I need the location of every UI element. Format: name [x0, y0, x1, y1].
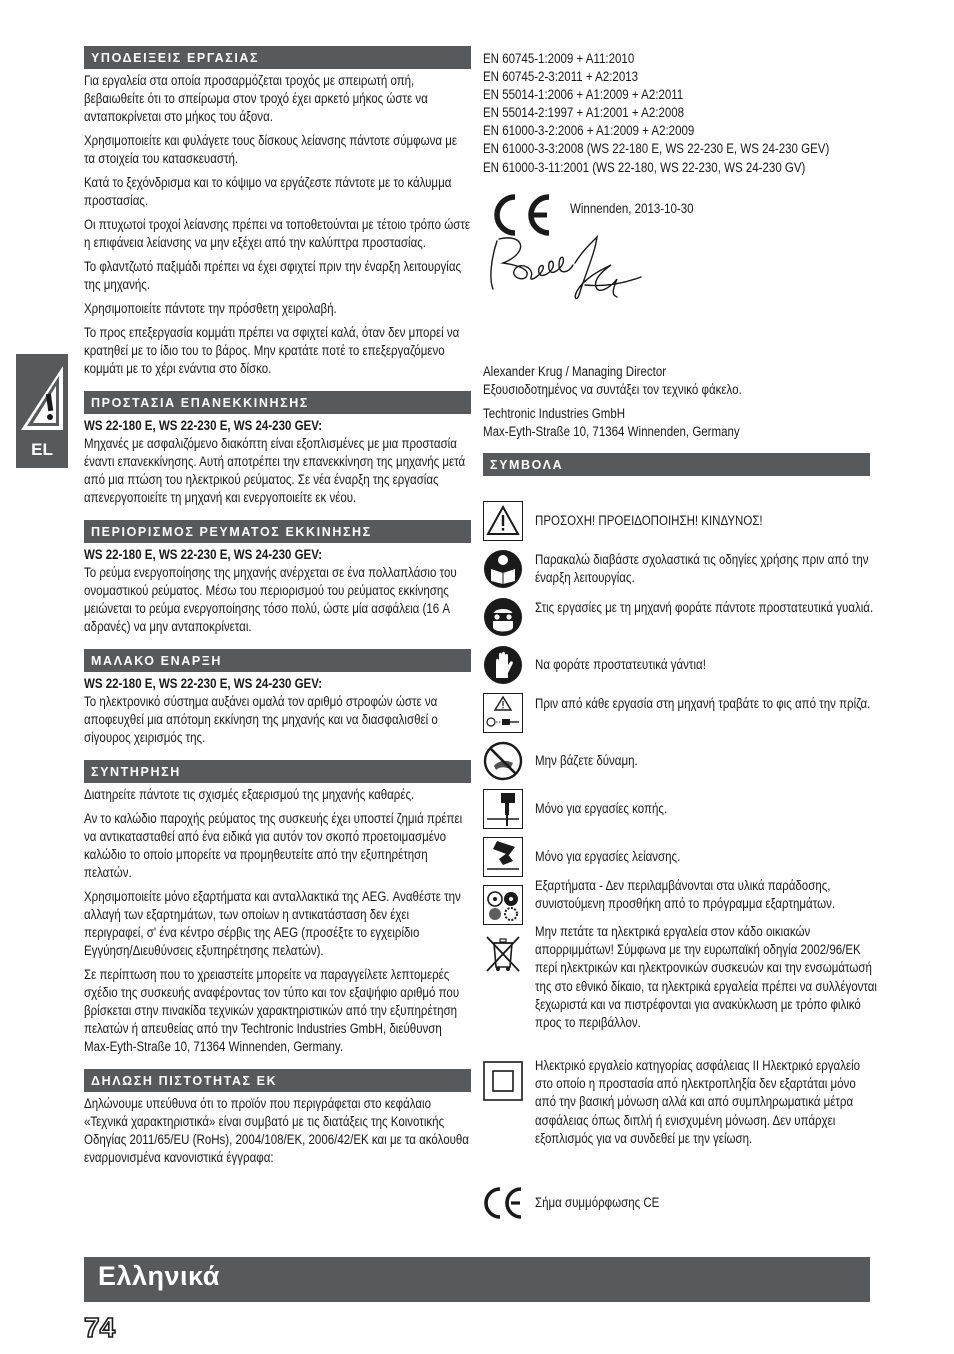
paragraph: Οι πτυχωτοί τροχοί λείανσης πρέπει να τοποθετούνται με τέτοιο τρόπο ώστε η επιφάνεια λείανσης να μην εξέχει από την καλύπτρα προστασίας. — [84, 217, 471, 250]
paragraph: Το προς επεξεργασία κομμάτι πρέπει να σφιχτεί καλά, όταν δεν μπορεί να κρατηθεί με το ίδιο του το βάρος. Μην κρατάτε ποτέ το επεξεργαζόμενο κομμάτι με το χέρι ενάντια στο δίσκο. — [84, 325, 460, 376]
language-title: Ελληνικά — [98, 1261, 220, 1291]
unplug-icon — [483, 693, 523, 733]
symbol-text: Μην πετάτε τα ηλεκτρικά εργαλεία στον κάδο οικιακών απορριμμάτων! Σύμφωνα με την ευρωπαϊκή οδηγία 2002/96/ΕΚ περί ηλεκτρικών και ηλεκτρονικών συσκευών και την ενσωμάτωσή της στο εθνικό δίκαιο, τα ηλεκτρικά εργαλεία πρέπει να συλλέγονται ξεχωριστά και να πιστρέφονται για ανακύκλωση με τρόπο φιλικό προς το περιβάλλον. — [535, 924, 877, 1031]
symbol-text: Εξαρτήματα - Δεν περιλαμβάνονται στα υλικά παράδοσης, συνιστούμενη προσθήκη από το πρόγραμμα εξαρτημάτων. — [535, 878, 836, 912]
accessories-icon — [483, 885, 523, 925]
signer-role: Εξουσιοδοτημένος να συντάξει τον τεχνικό φάκελο. — [483, 381, 742, 397]
symbol-text: Μόνο για εργασίες κοπής. — [535, 801, 668, 817]
symbol-text: ΠΡΟΣΟΧΗ! ΠΡΟΕΙΔΟΠΟΙΗΣΗ! ΚΙΝΔΥΝΟΣ! — [535, 513, 763, 529]
soft-start-section — [84, 649, 471, 747]
signature-image — [485, 229, 645, 309]
symbol-text: Μην βάζετε δύναμη. — [535, 753, 638, 769]
paragraph: Μηχανές με ασφαλιζόμενο διακόπτη είναι εξοπλισμένες με μια προστασία έναντι επανεκκίνησης. Αυτή αποτρέπει την επανεκκίνηση της μηχανής μετά από μια πτώση του ηλεκτρικού ρεύματος. Σε νέα έναρξη της εργασίας απενεργοποιείτε τη μηχανή και ενεργοποιείτε εκ νέου. — [84, 436, 466, 505]
section-heading: ΔΗΛΩΣΗ ΠΙΣΤΟΤΗΤΑΣ ΕΚ — [84, 1069, 471, 1092]
symbol-text: Σήμα συμμόρφωσης CE — [535, 1195, 660, 1211]
paragraph: Το ρεύμα ενεργοποίησης της μηχανής ανέρχεται σε ένα πολλαπλάσιο του ονομαστικού ρεύματος. Μέσω του περιορισμού του ρεύματος εκκίνησης μειώνεται το ρεύμα ενεργοποίησης τόσο πολύ, ώστε μία ασφάλεια (16 A αδρανές) να μην ανταποκρίνεται. — [84, 565, 457, 634]
read-manual-icon — [483, 549, 523, 589]
place-and-date: Winnenden, 2013-10-30 — [570, 200, 694, 216]
model-list: WS 22-180 E, WS 22-230 E, WS 24-230 GEV: — [84, 547, 323, 562]
section-heading: ΜΑΛΑΚΟ ΕΝΑΡΞΗ — [84, 649, 471, 672]
conformity-block — [483, 191, 870, 289]
weee-bin-icon — [483, 933, 523, 973]
section-heading: ΠΡΟΣΤΑΣΙΑ ΕΠΑΝΕΚΚΙΝΗΣΗΣ — [84, 391, 471, 414]
paragraph: Διατηρείτε πάντοτε τις σχισμές εξαερισμού της μηχανής καθαρές. — [84, 787, 415, 802]
section-heading: ΥΠΟΔΕΙΞΕΙΣ ΕΡΓΑΣΙΑΣ — [84, 46, 471, 69]
symbol-text: Πριν από κάθε εργασία στη μηχανή τραβάτε το φις από την πρίζα. — [535, 696, 871, 712]
model-list: WS 22-180 E, WS 22-230 E, WS 24-230 GEV: — [84, 676, 323, 691]
standard-item: EN 61000-3-11:2001 (WS 22-180, WS 22-230, WS 24-230 GV) — [483, 159, 806, 175]
cutting-only-icon — [483, 789, 523, 829]
symbol-text: Παρακαλώ διαβάστε σχολαστικά τις οδηγίες χρήσης πριν από την έναρξη λειτουργίας. — [535, 552, 869, 586]
restart-protection-section — [84, 391, 471, 507]
paragraph: Δηλώνουμε υπεύθυνα ότι το προϊόν που περιγράφεται στο κεφάλαιο «Τεχνικά χαρακτηριστικά» είναι συμβατό με τις διατάξεις της Κοινοτικής Οδηγίας 2011/65/EU (RoHs), 2004/108/EK, 2006/42/EK και με τα ακόλουθα εναρμονισμένα κανονιστικά έγγραφα: — [84, 1096, 469, 1165]
inrush-current-section — [84, 520, 471, 636]
warning-triangle-icon — [483, 501, 523, 541]
symbol-text: Ηλεκτρικό εργαλείο κατηγορίας ασφάλειας II Ηλεκτρικό εργαλείο στο οποίο η προστασία από ηλεκτροπληξία δεν εξαρτάται μόνο από την βασική μόνωση αλλά και από συμπληρωματικά μέτρα ασφάλειας όπως διπλή ή ενισχυμένη μόνωση. Δεν υπάρχει εξοπλισμός για να συνδεθεί με την γείωση. — [535, 1058, 861, 1146]
left-column — [84, 46, 471, 1180]
standard-item: EN 55014-2:1997 + A1:2001 + A2:2008 — [483, 105, 685, 121]
signer-block — [483, 363, 870, 441]
work-instructions-section — [84, 46, 471, 378]
symbol-text: Μόνο για εργασίες λείανσης. — [535, 849, 681, 865]
standard-item: EN 61000-3-2:2006 + A1:2009 + A2:2009 — [483, 123, 695, 139]
paragraph: Το ηλεκτρονικό σύστημα αυξάνει ομαλά τον αριθμό στροφών ώστε να αποφευχθεί μια απότομη εκκίνηση της μηχανής και να διασφαλισθεί ο σίγουρος χειρισμός της. — [84, 694, 438, 745]
paragraph: Χρησιμοποιείτε μόνο εξαρτήματα και ανταλλακτικά της AEG. Αναθέστε την αλλαγή των εξαρτημάτων, των οποίων η αντικατάσταση δεν έχει περιγραφεί, σ' ένα κέντρο σέρβις της AEG (προσέξτε το εγχειρίδιο Εγγύηση/Διευθύνσεις εξυπηρέτησης πελατών). — [84, 889, 461, 958]
paragraph: Χρησιμοποιείτε και φυλάγετε τους δίσκους λείανσης πάντοτε σύμφωνα με τα στοιχεία του κατασκευαστή. — [84, 133, 458, 166]
grinding-only-icon — [483, 837, 523, 877]
signer-name: Alexander Krug / Managing Director — [483, 363, 667, 379]
company-name: Techtronic Industries GmbH — [483, 405, 626, 421]
maintenance-section — [84, 760, 471, 1056]
symbols-list — [483, 479, 877, 1259]
standards-list — [483, 50, 870, 177]
section-heading: ΠΕΡΙΟΡΙΣΜΟΣ ΡΕΥΜΑΤΟΣ ΕΚΚΙΝΗΣΗΣ — [84, 520, 471, 543]
paragraph: Αν το καλώδιο παροχής ρεύματος της συσκευής έχει υποστεί ζημιά πρέπει να αντικατασταθεί από ένα ειδικά για αυτόν τον σκοπό προετοιμασμένο καλώδιο το οποίο μπορείτε να προμηθευτείτε από την εξυπηρέτηση πελατών. — [84, 811, 463, 880]
standard-item: EN 60745-1:2009 + A11:2010 — [483, 51, 635, 66]
section-heading: ΣΥΝΤΗΡΗΣΗ — [84, 760, 471, 783]
model-list: WS 22-180 E, WS 22-230 E, WS 24-230 GEV: — [84, 418, 323, 433]
language-side-tab — [16, 354, 68, 468]
right-column — [483, 50, 877, 1259]
language-code: EL — [31, 440, 53, 459]
paragraph: Το φλαντζωτό παξιμάδι πρέπει να έχει σφιχτεί πριν την έναρξη λειτουργίας της μηχανής. — [84, 259, 462, 292]
paragraph: Κατά το ξεχόνδρισμα και το κόψιμο να εργάζεστε πάντοτε με το κάλυμμα προστασίας. — [84, 175, 452, 208]
no-force-icon — [483, 741, 523, 781]
gloves-icon — [483, 645, 523, 685]
page-number: 74 — [84, 1312, 116, 1343]
language-footer-band — [84, 1257, 870, 1302]
symbol-text: Στις εργασίες με τη μηχανή φοράτε πάντοτε προστατευτικά γυαλιά. — [535, 600, 874, 616]
ce-mark-icon — [483, 1183, 523, 1223]
standard-item: EN 61000-3-3:2008 (WS 22-180 E, WS 22-230 E, WS 24-230 GEV) — [483, 141, 830, 157]
standard-item: EN 55014-1:2006 + A1:2009 + A2:2011 — [483, 87, 684, 103]
paragraph: Σε περίπτωση που το χρειαστείτε μπορείτε να παραγγείλετε λεπτομερές σχέδιο της συσκευής αναφέροντας τον τύπο και τον εξαψήφιο αριθμό που βρίσκεται στην πινακίδα τεχνικών χαρακτηριστικών από την εξυπηρέτηση πελατών ή απευθείας από την Techtronic Industries GmbH, διεύθυνση Max-Eyth-Straße 10, 71364 Winnenden, Germany. — [84, 967, 460, 1054]
ec-declaration-section — [84, 1069, 471, 1167]
company-address: Max-Eyth-Straße 10, 71364 Winnenden, Germany — [483, 423, 740, 439]
paragraph: Για εργαλεία στα οποία προσαρμόζεται τροχός με σπειρωτή οπή, βεβαιωθείτε ότι το σπείρωμα στον τροχό έχει αρκετό μήκος ώστε να ανταποκρίνεται στο μήκος του άξονα. — [84, 73, 428, 124]
warning-triangle-icon — [19, 364, 65, 432]
paragraph: Χρησιμοποιείτε πάντοτε την πρόσθετη χειρολαβή. — [84, 301, 337, 316]
symbol-text: Να φοράτε προστατευτικά γάντια! — [535, 657, 706, 673]
section-heading: ΣΥΜΒΟΛΑ — [483, 453, 870, 476]
class-ii-icon — [483, 1061, 523, 1101]
safety-goggles-icon — [483, 597, 523, 637]
standard-item: EN 60745-2-3:2011 + A2:2013 — [483, 69, 639, 85]
